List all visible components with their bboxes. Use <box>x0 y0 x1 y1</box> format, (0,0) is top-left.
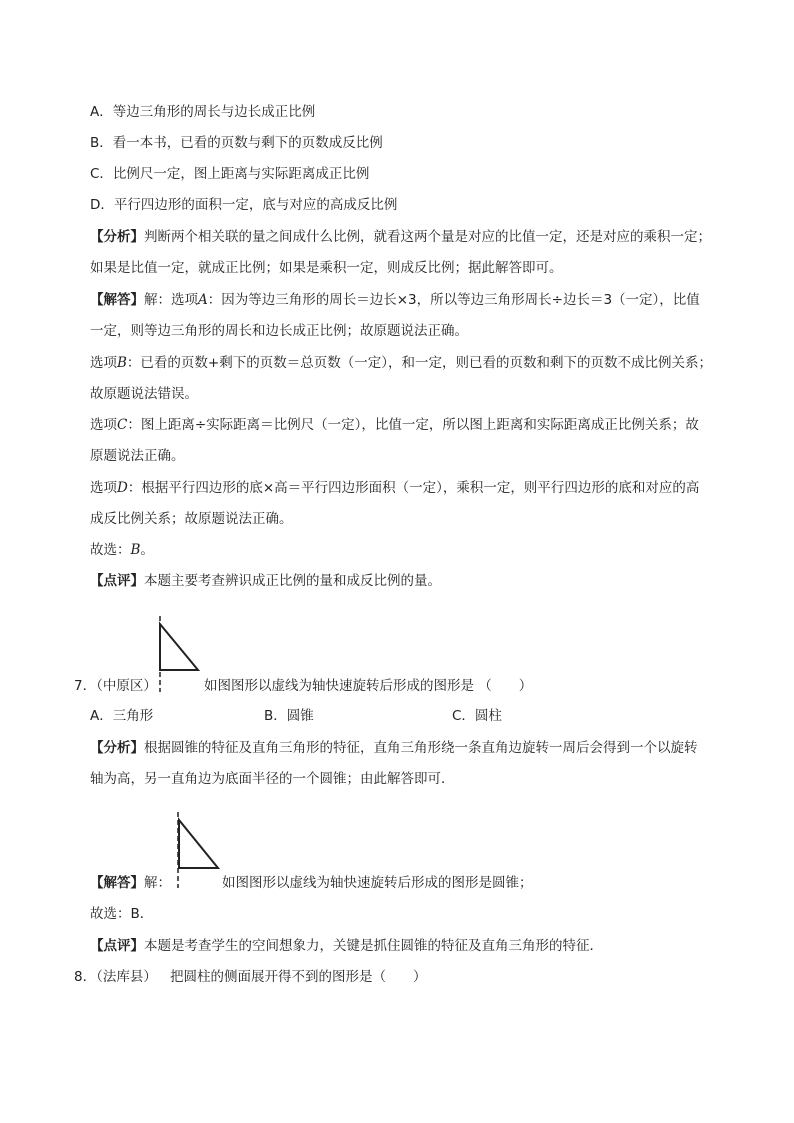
q8-number: 8．（法库县） <box>74 969 157 985</box>
q6-option-b: B．看一本书，已看的页数与剩下的页数成反比例 <box>90 135 383 151</box>
analysis-text: 判断两个相关联的量之间成什么比例，就看这两个量是对应的比值一定，还是对应的乘积一定； <box>144 229 711 245</box>
answer-text: ：已看的页数+剩下的页数＝总页数（一定），和一定，则已看的页数和剩下的页数不成比例关系； <box>126 355 712 371</box>
option-letter: C <box>117 417 128 433</box>
q6-choice <box>90 541 154 559</box>
q7-analysis-line-1 <box>90 739 698 757</box>
q7-choice: 故选：B． <box>90 906 154 922</box>
q6-answer-b-line-1 <box>90 354 712 372</box>
answer-text: ：根据平行四边形的底×高＝平行四边形面积（一定），乘积一定，则平行四边形的底和对应的高 <box>127 480 700 496</box>
q7-option-c: C．圆柱 <box>452 708 502 724</box>
q6-answer-b-line-2: 故原题说法错误。 <box>90 386 198 402</box>
answer-text: ：因为等边三角形的周长＝边长×3，所以等边三角形周长÷边长＝3（一定），比值 <box>207 292 700 308</box>
q6-option-a: A．等边三角形的周长与边长成正比例 <box>90 104 316 120</box>
q7-option-a: A．三角形 <box>90 708 154 724</box>
comment-text: 本题主要考查辨识成正比例的量和成反比例的量。 <box>144 573 441 589</box>
answer-prefix: 解： <box>144 875 171 891</box>
right-triangle <box>179 820 218 868</box>
q6-answer-c-line-1 <box>90 416 699 434</box>
option-letter: A <box>198 292 208 308</box>
q6-answer-d-line-1 <box>90 479 699 497</box>
q6-analysis-line-2: 如果是比值一定，就成正比例；如果是乘积一定，则成反比例；据此解答即可。 <box>90 260 563 276</box>
right-triangle <box>160 624 198 670</box>
option-letter: D <box>117 480 128 496</box>
analysis-text: 根据圆锥的特征及直角三角形的特征，直角三角形绕一条直角边旋转一周后会得到一个以旋转 <box>144 740 698 756</box>
q7-answer-text: 如图图形以虚线为轴快速旋转后形成的图形是圆锥； <box>222 875 533 891</box>
q6-answer-a-line-2: 一定，则等边三角形的周长和边长成正比例；故原题说法正确。 <box>90 323 468 339</box>
comment-tag: 【点评】 <box>90 573 144 589</box>
comment-text: 本题是考查学生的空间想象力，关键是抓住圆锥的特征及直角三角形的特征． <box>144 938 603 954</box>
answer-prefix: 选项 <box>90 417 117 433</box>
q7-number: 7．（中原区） <box>74 678 157 694</box>
q7-answer-tag-line <box>90 874 171 892</box>
answer-text: ：图上距离÷实际距离＝比例尺（一定），比值一定，所以图上距离和实际距离成正比例关系；故 <box>127 417 699 433</box>
q6-option-c: C．比例尺一定，图上距离与实际距离成正比例 <box>90 166 370 182</box>
q7-triangle-figure <box>150 616 210 692</box>
option-letter: B <box>117 355 127 371</box>
answer-tag: 【解答】 <box>90 875 144 891</box>
q6-comment <box>90 572 441 590</box>
comment-tag: 【点评】 <box>90 938 144 954</box>
q6-answer-c-line-2: 原题说法正确。 <box>90 448 185 464</box>
q7-answer-triangle-figure <box>170 812 230 888</box>
q6-answer-a-line-1 <box>90 291 700 309</box>
q7-analysis-line-2: 轴为高，另一直角边为底面半径的一个圆锥；由此解答即可． <box>90 771 455 787</box>
choice-letter: B <box>130 542 141 558</box>
q6-answer-d-line-2: 成反比例关系；故原题说法正确。 <box>90 511 293 527</box>
choice-prefix: 故选： <box>90 542 131 558</box>
answer-prefix: 选项 <box>90 355 117 371</box>
analysis-tag: 【分析】 <box>90 229 144 245</box>
q7-option-b: B．圆锥 <box>264 708 314 724</box>
answer-prefix: 解：选项 <box>144 292 198 308</box>
q8-stem: 把圆柱的侧面展开得不到的图形是（ ） <box>170 969 427 985</box>
q6-option-d: D．平行四边形的面积一定，底与对应的高成反比例 <box>90 197 398 213</box>
answer-tag: 【解答】 <box>90 292 144 308</box>
q7-comment <box>90 937 603 955</box>
q6-analysis-line-1 <box>90 228 711 246</box>
answer-prefix: 选项 <box>90 480 117 496</box>
choice-suffix: 。 <box>140 542 154 558</box>
analysis-tag: 【分析】 <box>90 740 144 756</box>
q7-stem: 如图图形以虚线为轴快速旋转后形成的图形是 （ ） <box>204 678 533 694</box>
